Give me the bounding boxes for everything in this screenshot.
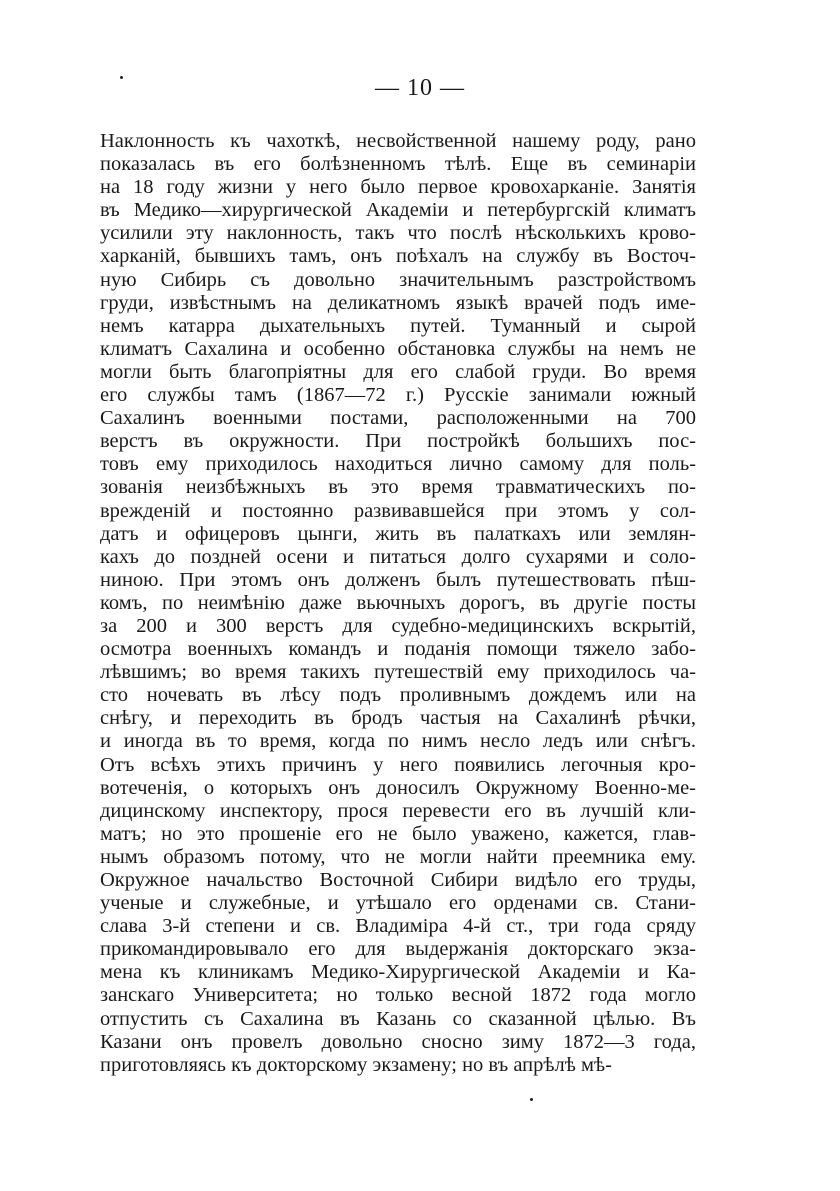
text-line: осмотра военныхъ командъ и поданія помощи тяжело забо- — [100, 638, 696, 661]
text-line: климатъ Сахалина и особенно обстановка службы на немъ не — [100, 337, 696, 360]
text-line: товъ ему приходилось находиться лично самому для поль- — [100, 453, 696, 476]
text-line: дицинскому инспектору, прося перевести его въ лучшій кли- — [100, 799, 696, 822]
text-line: Казани онъ провелъ довольно сносно зиму 1872—3 года, — [100, 1030, 696, 1053]
text-line: могли быть благопріятны для его слабой груди. Во время — [100, 360, 696, 383]
body-text — [100, 130, 696, 1077]
print-speck — [530, 1098, 533, 1101]
page-number: — 10 — — [375, 75, 465, 101]
text-line: слава 3-й степени и св. Владиміра 4-й ст., три года сряду — [100, 915, 696, 938]
text-line: усилили эту наклонность, такъ что послѣ нѣсколькихъ крово- — [100, 222, 696, 245]
text-line: и иногда въ то время, когда по нимъ несло ледъ или снѣгъ. — [100, 730, 696, 753]
text-line: отпустить съ Сахалина въ Казань со сказанной цѣлью. Въ — [100, 1007, 696, 1030]
text-line: кахъ до поздней осени и питаться долго сухарями и соло- — [100, 545, 696, 568]
text-line: Сахалинъ военными постами, расположенными на 700 — [100, 407, 696, 430]
text-line: Окружное начальство Восточной Сибири видѣло его труды, — [100, 869, 696, 891]
text-line: приготовляясь къ докторскому экзамену; но въ апрѣлѣ мѣ- — [100, 1053, 612, 1076]
text-line: прикомандировывало его для выдержанія докторскаго экза- — [100, 938, 696, 961]
text-line: снѣгу, и переходить въ бродъ частыя на Сахалинѣ рѣчки, — [100, 707, 696, 730]
text-line: ученые и служебные, и утѣшало его орденами св. Стани- — [100, 892, 696, 915]
text-line: верстъ въ окружности. При постройкѣ большихъ пос- — [100, 430, 696, 453]
text-line: ниною. При этомъ онъ долженъ былъ путешествовать пѣш- — [100, 568, 696, 591]
text-line: за 200 и 300 верстъ для судебно-медицинскихъ вскрытій, — [100, 614, 696, 637]
text-line: въ Медико—хирургической Академіи и петербургскій климатъ — [100, 199, 696, 222]
text-line: занскаго Университета; но только весной 1872 года могло — [100, 984, 696, 1007]
text-line: ную Сибирь съ довольно значительнымъ разстройствомъ — [100, 268, 696, 291]
text-line: груди, извѣстнымъ на деликатномъ языкѣ врачей подъ име- — [100, 291, 696, 314]
text-line: на 18 году жизни у него было первое кровохарканіе. Занятія — [100, 176, 696, 199]
text-line: лѣвшимъ; во время такихъ путешествій ему приходилось ча- — [100, 661, 696, 684]
text-line: зованія неизбѣжныхъ въ это время травматическихъ по- — [100, 476, 696, 499]
text-line: мена къ клиникамъ Медико-Хирургической Академіи и Ка- — [100, 961, 696, 984]
text-line: нымъ образомъ потому, что не могли найти преемника ему. — [100, 845, 696, 868]
text-line: датъ и офицеровъ цынги, жить въ палаткахъ или землян- — [100, 522, 696, 545]
text-line: сто ночевать въ лѣсу подъ проливнымъ дождемъ или на — [100, 684, 696, 707]
text-line: вотеченія, о которыхъ онъ доносилъ Окружному Военно-ме- — [100, 776, 696, 799]
text-line: врежденій и постоянно развивавшейся при этомъ у сол- — [100, 499, 696, 522]
text-line: его службы тамъ (1867—72 г.) Русскіе занимали южный — [100, 384, 696, 407]
text-line: харканій, бывшихъ тамъ, онъ поѣхалъ на службу въ Восточ- — [100, 245, 696, 268]
text-line: комъ, по неимѣнію даже вьючныхъ дорогъ, въ другіе посты — [100, 591, 696, 614]
text-line: Наклонность къ чахоткѣ, несвойственной нашему роду, рано — [100, 130, 696, 152]
text-line: матъ; но это прошеніе его не было уважено, кажется, глав- — [100, 822, 696, 845]
text-line: Отъ всѣхъ этихъ причинъ у него появились легочныя кро- — [100, 753, 696, 776]
text-line: показалась въ его болѣзненномъ тѣлѣ. Еще въ семинаріи — [100, 153, 696, 176]
text-line: немъ катарра дыхательныхъ путей. Туманный и сырой — [100, 314, 696, 337]
